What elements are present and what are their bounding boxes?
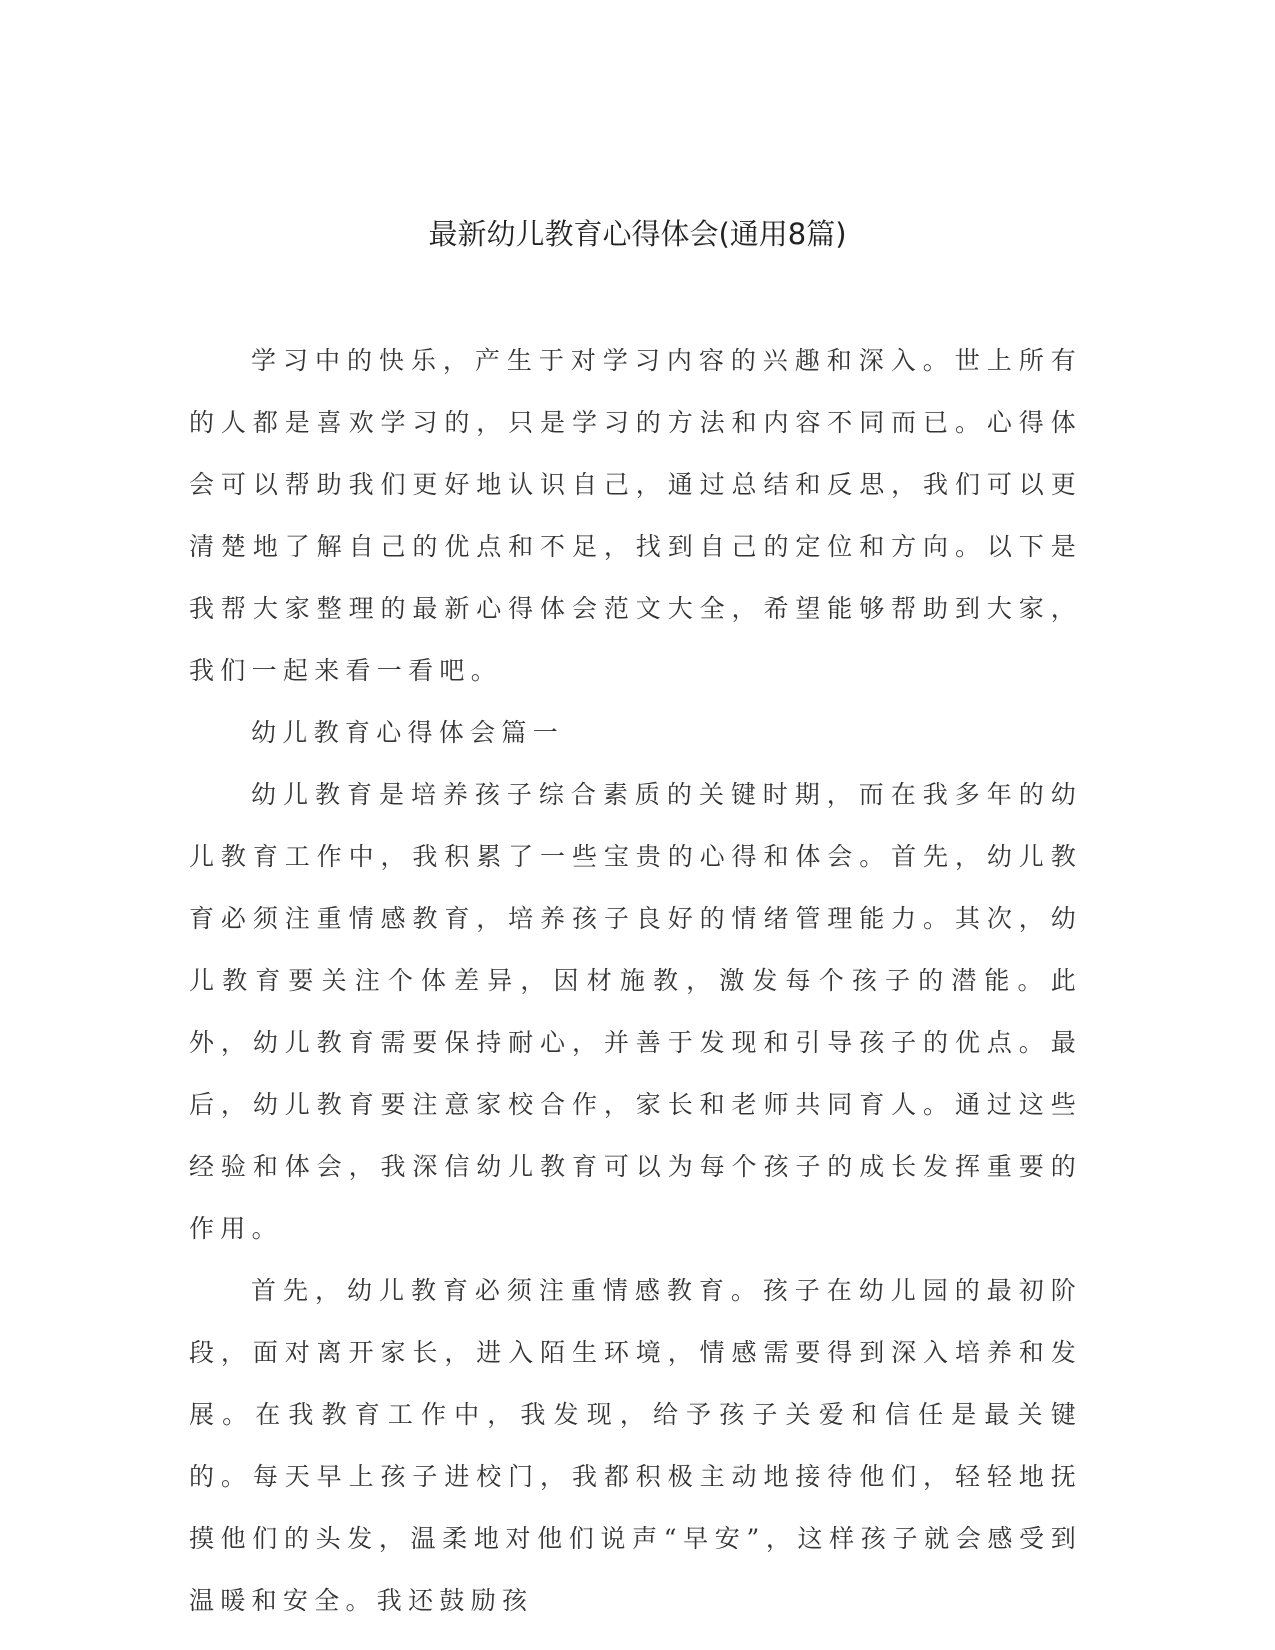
section-heading: 幼儿教育心得体会篇一 (251, 718, 565, 747)
body-paragraph: 幼儿教育是培养孩子综合素质的关键时期，而在我多年的幼儿教育工作中，我积累了一些宝贵的心得和体会。首先，幼儿教育必须注重情感教育，培养孩子良好的情绪管理能力。其次，幼儿教育要关注个体差异，因材施教，激发每个孩子的潜能。此外，幼儿教育需要保持耐心，并善于发现和引导孩子的优点。最后，幼儿教育要注意家校合作，家长和老师共同育人。通过这些经验和体会，我深信幼儿教育可以为每个孩子的成长发挥重要的作用。 (189, 780, 1082, 1243)
body-paragraph: 首先，幼儿教育必须注重情感教育。孩子在幼儿园的最初阶段，面对离开家长，进入陌生环境，情感需要得到深入培养和发展。在我教育工作中，我发现，给予孩子关爱和信任是最关键的。每天早上孩子进校门，我都积极主动地接待他们，轻轻地抚摸他们的头发，温柔地对他们说声“早安”，这样孩子就会感受到温暖和安全。我还鼓励孩 (189, 1276, 1082, 1615)
intro-paragraph: 学习中的快乐，产生于对学习内容的兴趣和深入。世上所有的人都是喜欢学习的，只是学习的方法和内容不同而已。心得体会可以帮助我们更好地认识自己，通过总结和反思，我们可以更清楚地了解自己的优点和不足，找到自己的定位和方向。以下是我帮大家整理的最新心得体会范文大全，希望能够帮助到大家，我们一起来看一看吧。 (189, 346, 1082, 685)
document-body (189, 330, 1082, 1632)
document-title: 最新幼儿教育心得体会(通用8篇) (428, 217, 847, 251)
